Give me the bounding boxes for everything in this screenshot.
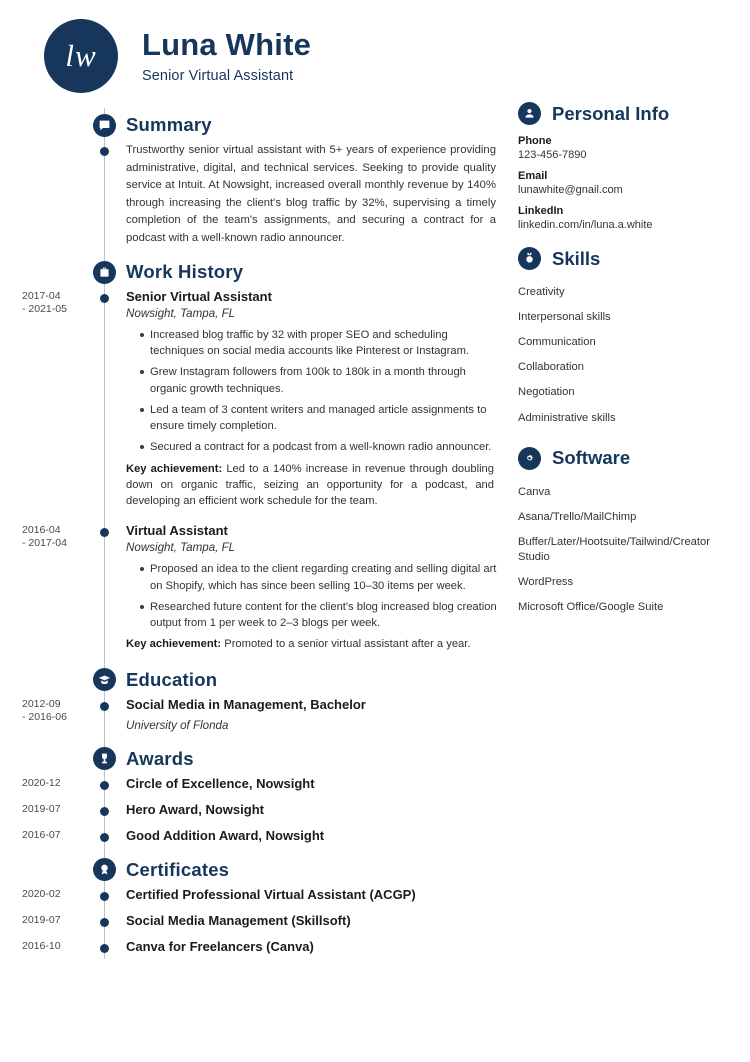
timeline-dot (100, 147, 109, 156)
education-school: University of Flonda (126, 718, 229, 732)
list-item: Administrative skills (518, 411, 616, 424)
job-subtitle: Senior Virtual Assistant (142, 67, 294, 84)
sidebar-title-personal-info: Personal Info (552, 102, 670, 124)
sidebar-title-software: Software (552, 447, 631, 469)
briefcase-icon (93, 261, 116, 284)
education-date (22, 698, 92, 724)
key-achievement-text: Led to a 140% increase in revenue through doubling down on organic traffic, seizing an opportunity for a podcast, and developing an efficient work schedule for the team. (126, 462, 494, 508)
list-item: Buffer/Later/Hootsuite/Tailwind/Creator Studio (518, 535, 710, 563)
section-header-awards (22, 748, 500, 770)
name-block (142, 28, 311, 83)
summary-text: Trustworthy senior virtual assistant with 5+ years of experience providing administrative, digital, and technical services. Seeking to provide quality service at Intuit. At Nowsight, increased overall monthly revenue by 140% through increasing the client's blog traffic by 32%, supervising a timely completion of the team's assignments, and securing a contract for a podcast with a well-known radio announcer. (126, 144, 496, 244)
sidebar-section-personal-info (518, 102, 728, 231)
sidebar-title-skills: Skills (552, 247, 601, 269)
work-date (22, 290, 92, 316)
summary-row (22, 142, 500, 247)
section-header-education (22, 669, 500, 691)
skills-list (518, 280, 728, 431)
list-item: Negotiation (518, 386, 575, 399)
work-title: Virtual Assistant (126, 523, 228, 539)
content-columns (22, 100, 728, 965)
certificate-title: Certified Professional Virtual Assistant (ACGP) (126, 886, 416, 902)
work-item (22, 523, 500, 652)
graduation-cap-icon (93, 668, 116, 691)
list-item: Secured a contract for a podcast from a well-known radio announcer. (140, 439, 500, 455)
list-item: Interpersonal skills (518, 311, 611, 324)
page-title: Luna White (142, 27, 312, 63)
list-item: Proposed an idea to the client regarding creating and selling digital art on Shopify, which has since been selling 10–30 items per week. (140, 561, 500, 593)
sidebar-header-skills (518, 247, 728, 270)
sidebar-section-software (518, 447, 728, 621)
software-list (518, 480, 728, 621)
list-item: Collaboration (518, 361, 584, 374)
work-date-end: - 2017-04 (22, 537, 67, 550)
section-title-education: Education (126, 668, 218, 690)
list-item: Increased blog traffic by 32 with proper SEO and scheduling techniques on social media accounts like Pinterest or Instagram. (140, 327, 500, 359)
list-item: Researched future content for the client's blog increased blog creation output from 1 per week to 2–3 blogs per week. (140, 599, 500, 631)
key-achievement-text: Promoted to a senior virtual assistant after a year. (221, 638, 471, 651)
work-date (22, 524, 92, 550)
section-title-work-history: Work History (126, 261, 244, 282)
gear-icon (518, 447, 541, 470)
award-item (22, 802, 500, 817)
work-date-start: 2016-04 (22, 524, 61, 537)
award-item (22, 828, 500, 843)
main-column (22, 100, 500, 965)
work-date-start: 2017-04 (22, 290, 61, 302)
work-item (22, 289, 500, 509)
avatar-monogram: lw (44, 19, 118, 93)
medal-icon (518, 247, 541, 270)
certificate-date: 2019-07 (22, 913, 61, 926)
badge-icon (93, 858, 116, 881)
education-date-start: 2012-09 (22, 697, 61, 710)
work-meta: Nowsight, Tampa, FL (126, 307, 236, 320)
award-title: Hero Award, Nowsight (126, 801, 264, 817)
certificate-title: Social Media Management (Skillsoft) (126, 912, 351, 928)
speech-bubble-icon (93, 114, 116, 137)
section-header-summary (22, 114, 500, 136)
work-duties (126, 327, 500, 456)
sidebar-section-skills (518, 247, 728, 431)
work-key-achievement (126, 461, 500, 510)
timeline-dot (100, 528, 109, 537)
work-meta: Nowsight, Tampa, FL (126, 541, 236, 555)
timeline-dot (100, 781, 109, 790)
list-item: Grew Instagram followers from 100k to 180k in a month through organic growth techniques. (140, 364, 500, 396)
work-key-achievement (126, 636, 500, 652)
list-item: Asana/Trello/MailChimp (518, 510, 637, 523)
contact-value-email[interactable]: lunawhite@gnail.com (518, 184, 623, 196)
list-item: Microsoft Office/Google Suite (518, 601, 664, 614)
award-item (22, 776, 500, 791)
timeline-dot (100, 807, 109, 816)
sidebar-header-software (518, 447, 728, 470)
certificate-item (22, 913, 500, 928)
work-date-end: - 2021-05 (22, 303, 67, 316)
award-date: 2016-07 (22, 828, 61, 841)
key-achievement-label: Key achievement: (126, 638, 222, 651)
timeline-dot (100, 944, 109, 953)
timeline-dot (100, 833, 109, 842)
key-achievement-label: Key achievement: (126, 462, 223, 475)
section-title-summary: Summary (126, 114, 212, 135)
award-date: 2020-12 (22, 776, 61, 789)
timeline-dot (100, 892, 109, 901)
education-date-end: - 2016-06 (22, 710, 67, 723)
certificate-item (22, 939, 500, 954)
section-title-certificates: Certificates (126, 858, 230, 880)
work-duties (126, 561, 500, 631)
contact-label-phone: Phone (518, 135, 552, 147)
certificate-date: 2020-02 (22, 887, 61, 900)
timeline-dot (100, 294, 109, 303)
award-title: Good Addition Award, Nowsight (126, 827, 325, 843)
timeline-dot (100, 702, 109, 711)
education-title: Social Media in Management, Bachelor (126, 696, 366, 712)
list-item: Led a team of 3 content writers and managed article assignments to ensure timely completion. (140, 402, 500, 434)
contact-value-linkedin[interactable]: linkedin.com/in/luna.a.white (518, 219, 653, 231)
list-item: Creativity (518, 286, 565, 298)
person-icon (518, 102, 541, 125)
education-item (22, 697, 500, 732)
contact-label-linkedin: LinkedIn (518, 205, 564, 217)
list-item: Communication (518, 336, 596, 349)
contact-label-email: Email (518, 170, 548, 182)
resume-header (44, 18, 728, 94)
trophy-icon (93, 747, 116, 770)
section-header-certificates (22, 859, 500, 881)
award-title: Circle of Excellence, Nowsight (126, 775, 315, 791)
sidebar (500, 100, 728, 965)
award-date: 2019-07 (22, 802, 61, 815)
timeline-dot (100, 918, 109, 927)
certificate-title: Canva for Freelancers (Canva) (126, 938, 314, 954)
certificate-item (22, 887, 500, 902)
sidebar-header-personal-info (518, 102, 728, 125)
list-item: WordPress (518, 576, 574, 589)
contact-value-phone: 123-456-7890 (518, 149, 587, 161)
certificate-date: 2016-10 (22, 939, 61, 952)
list-item: Canva (518, 485, 551, 498)
section-title-awards: Awards (126, 747, 194, 769)
section-header-work-history (22, 261, 500, 283)
work-title: Senior Virtual Assistant (126, 289, 272, 304)
